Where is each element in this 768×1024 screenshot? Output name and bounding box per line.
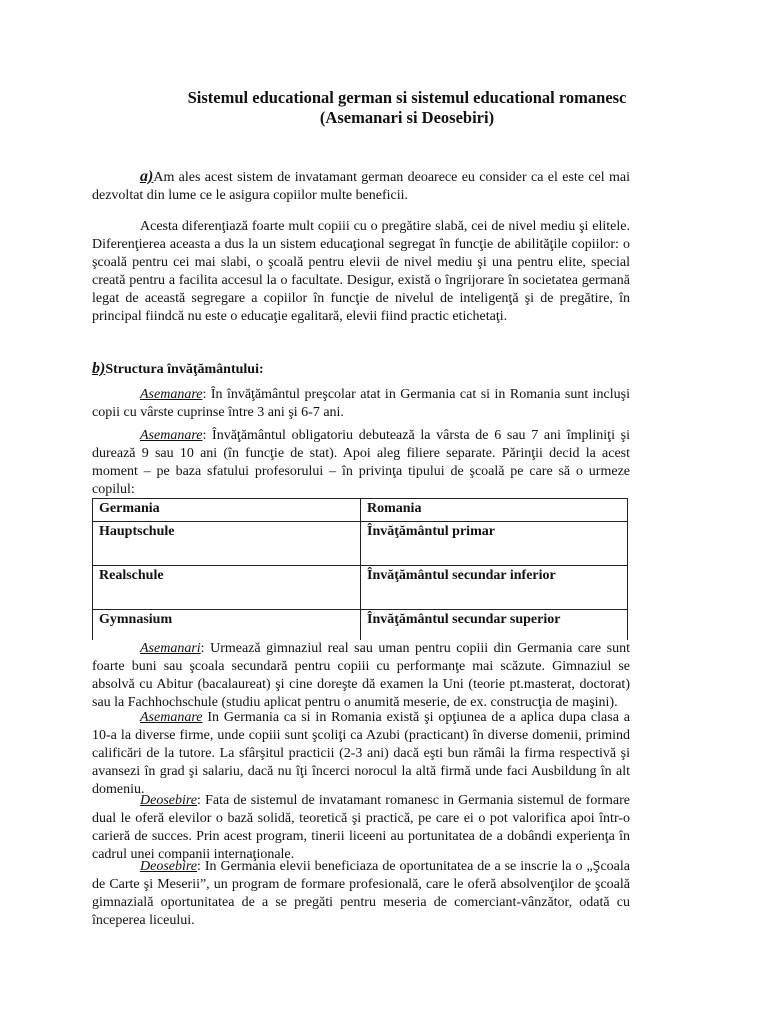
table-header-cell: Germania [93,499,361,522]
section-a-paragraph [92,218,630,326]
label-asemanare-2: Asemanare [140,428,203,443]
label-asemanare-1: Asemanare [140,387,203,402]
text-asemanari: : Urmează gimnaziul real sau uman pentru copiii din Germania care sunt foarte buni sau şcoala secundară pentru copiii cu performanţe mai scăzute. Gimnaziul se absolvă cu Abitur (bacalaureat) şi cine doreşte dă examen la Uni (teorie pt.masterat, doctorat) sau la Fachhochschule (studiu aplicat pentru o anumită meserie, de ex. construcţia de maşini). [92,641,630,710]
document-title-line-1: Sistemul educational german si sistemul educational romanesc [187,88,627,107]
label-asemanari: Asemanari [140,641,201,656]
comparison-table [92,498,628,640]
paragraph-asemanari [92,640,630,712]
section-a-intro-text: Am ales acest sistem de invatamant german deoarece eu consider ca el este cel mai dezvoltat din lume ce le asigura copiilor multe beneficii. [92,170,630,203]
text-asemanare-1: : În învăţământul preşcolar atat in Germania cat si in Romania sunt incluşi copii cu vârste cuprinse între 3 ani şi 6-7 ani. [92,387,630,420]
paragraph-deosebire-2 [92,858,630,930]
table-cell: Hauptschule [93,522,361,566]
table-row [93,610,628,641]
paragraph-asemanare-1 [92,386,630,422]
text-deosebire-2: : In Germania elevii beneficiaza de oportunitatea de a se inscrie la o „Şcoala de Carte şi Meserii”, un program de formare profesională, care le oferă absolvenţilor de şcoală gimnazială oportunitatea de a se pregăti pentru meseria de comerciant-vânzător, odată cu începerea liceului. [92,859,630,928]
table-row [93,566,628,610]
text-asemanare-3: In Germania ca si in Romania există şi opţiunea de a aplica dupa clasa a 10-a la diverse firme, unde copiii sunt şcoliţi ca Azubi (practicant) în diverse domenii, primind calificări de la tutore. La sfârşitul practicii (2-3 ani) dacă eşti bun rămâi la firma respectivă şi avansezi în grad şi salariu, dacă nu îţi încerci norocul la altă firmă unde faci Ausbildung în alt domeniu. [92,710,630,797]
paragraph-asemanare-3 [92,709,630,799]
table-cell: Învăţământul secundar superior [361,610,628,641]
paragraph-deosebire-1 [92,792,630,864]
section-a-marker: a) [140,168,154,185]
label-asemanare-3: Asemanare [140,710,203,725]
text-deosebire-1: : Fata de sistemul de invatamant romanesc in Germania sistemul de formare dual le oferă elevilor o bază solidă, teoretică şi practică, pe care ei o pot valorifica apoi într-o carieră de succes. Prin acest program, tinerii liceeni au portunitatea de a dobândi experienţa în cadrul unei companii internaţionale. [92,793,630,862]
table-header-row [93,499,628,522]
table-cell: Învăţământul primar [361,522,628,566]
table-row [93,522,628,566]
label-deosebire-2: Deosebire [140,859,198,874]
section-a-paragraph-text: Acesta diferenţiază foarte mult copiii cu o pregătire slabă, cei de nivel mediu şi elitele. Diferenţierea aceasta a dus la un sistem educaţional segregat în funcţie de abilităţile copiilor: o şcoală pentru cei mai slabi, o şcoală pentru elevii de nivel mediu şi una pentru elite, special creată pentru a facilita accesul la o facultate. Desigur, există o îngrijorare în societatea germană legat de această segregare a copiilor în funcţie de nivelul de inteligenţă şi de pregătire, în principal fiindcă nu este o educaţie egalitară, elevii fiind practic etichetaţi. [92,219,630,324]
section-b-heading-text: Structura învăţământului: [105,362,264,377]
table-cell: Gymnasium [93,610,361,641]
section-b-heading [92,360,264,379]
section-b-marker: b) [92,360,106,377]
table-cell: Învăţământul secundar inferior [361,566,628,610]
section-a-intro [92,168,630,205]
table-cell: Realschule [93,566,361,610]
text-asemanare-2: : Învăţământul obligatoriu debutează la vârsta de 6 sau 7 ani împliniţi şi durează 9 sau 10 ani (în funcţie de stat). Apoi aleg filiere separate. Părinţii decid la acest moment – pe baza sfatului profesorului – în privinţa tipului de şcoală pe care să o urmeze copilul: [92,428,630,497]
paragraph-asemanare-2 [92,427,630,499]
document-title-line-2: (Asemanari si Deosebiri) [319,108,495,127]
label-deosebire-1: Deosebire [140,793,198,808]
table-header-cell: Romania [361,499,628,522]
